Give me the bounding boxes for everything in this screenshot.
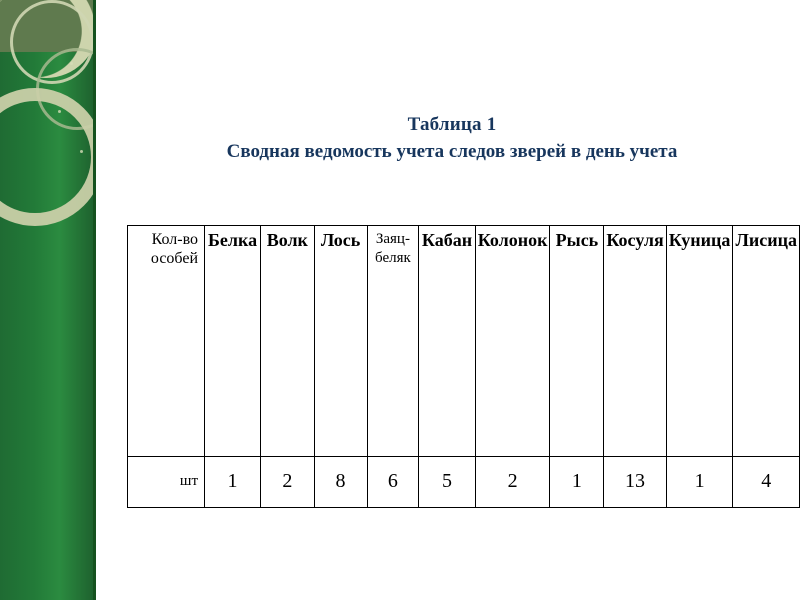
summary-table-wrapper bbox=[127, 225, 800, 508]
header-cell-white-hare: Заяц-беляк bbox=[367, 226, 419, 457]
decorative-ring-thick bbox=[0, 88, 96, 226]
value-fox: 4 bbox=[733, 457, 800, 508]
band-edge bbox=[93, 0, 96, 600]
table-header-row bbox=[128, 226, 800, 457]
header-cell-fox: Лисица bbox=[733, 226, 800, 457]
decorative-side-band bbox=[0, 0, 96, 600]
value-kolonok: 2 bbox=[475, 457, 550, 508]
header-cell-roe-deer: Косуля bbox=[604, 226, 666, 457]
page-title: Сводная ведомость учета следов зверей в день учета bbox=[226, 141, 678, 162]
value-white-hare: 6 bbox=[367, 457, 419, 508]
decorative-dot bbox=[80, 150, 83, 153]
value-lynx: 1 bbox=[550, 457, 604, 508]
table-number-caption: Таблица 1 bbox=[407, 114, 497, 135]
value-marten: 1 bbox=[666, 457, 733, 508]
decorative-dot bbox=[70, 62, 73, 65]
header-cell-kolonok: Колонок bbox=[475, 226, 550, 457]
header-cell-count-of-individuals: Кол-во особей bbox=[128, 226, 205, 457]
table-row bbox=[128, 457, 800, 508]
header-cell-wolf: Волк bbox=[261, 226, 315, 457]
header-cell-marten: Куница bbox=[666, 226, 733, 457]
header-cell-boar: Кабан bbox=[419, 226, 475, 457]
header-cell-lynx: Рысь bbox=[550, 226, 604, 457]
header-cell-squirrel: Белка bbox=[205, 226, 261, 457]
value-roe-deer: 13 bbox=[604, 457, 666, 508]
document-title-block bbox=[120, 112, 784, 166]
value-elk: 8 bbox=[314, 457, 367, 508]
value-boar: 5 bbox=[419, 457, 475, 508]
header-cell-elk: Лось bbox=[314, 226, 367, 457]
value-squirrel: 1 bbox=[205, 457, 261, 508]
value-wolf: 2 bbox=[261, 457, 315, 508]
row-label-units: шт bbox=[128, 457, 205, 508]
summary-table bbox=[127, 225, 800, 508]
decorative-dot bbox=[58, 110, 61, 113]
